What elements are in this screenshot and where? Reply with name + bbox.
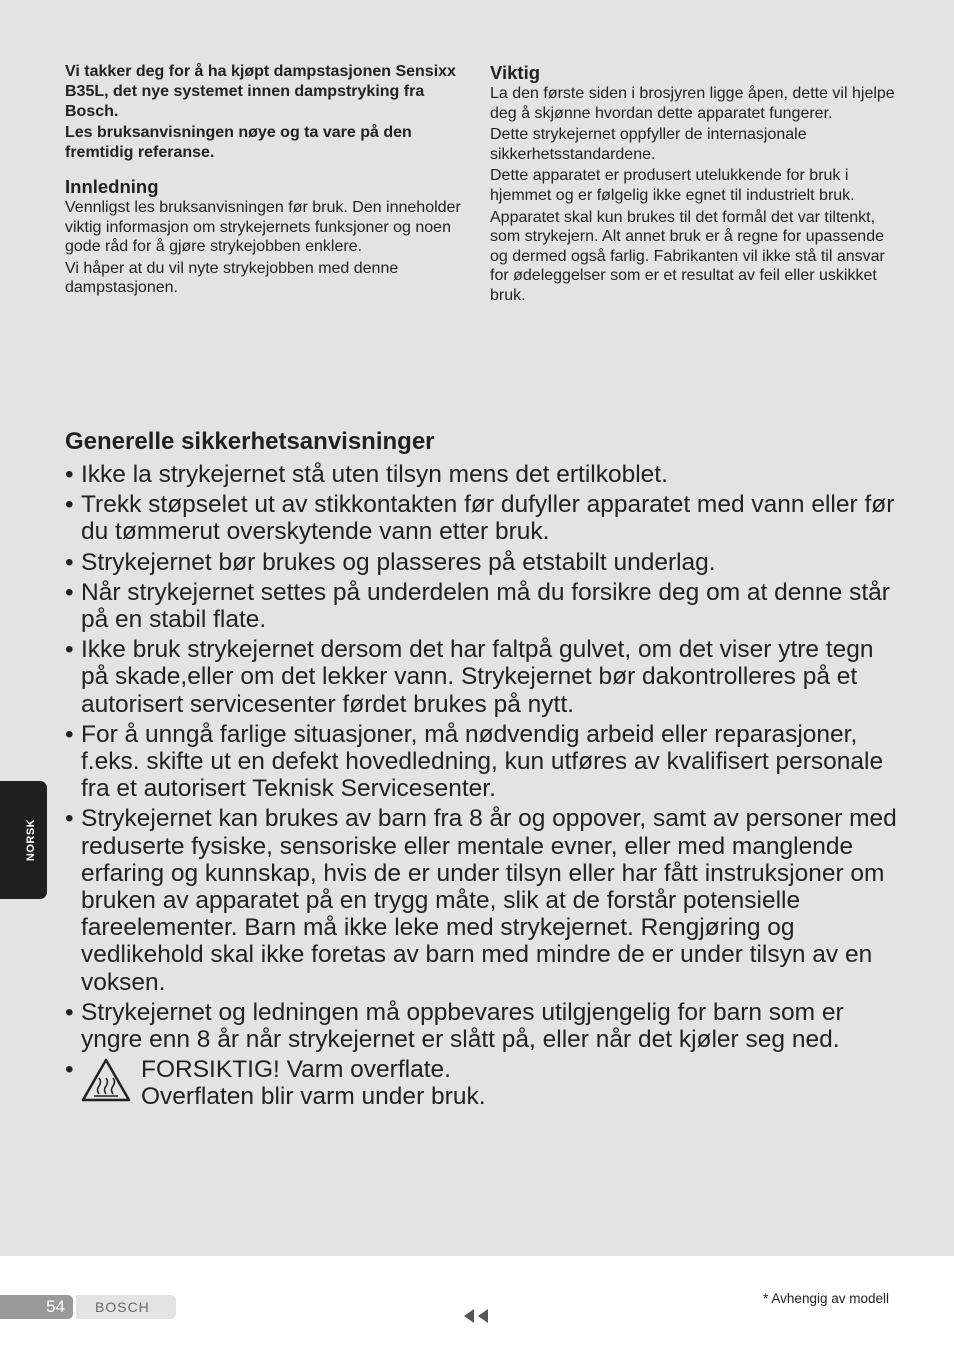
bullet-icon: • [65, 636, 74, 664]
footnote: * Avhengig av modell [763, 1291, 889, 1306]
brand-label: BOSCH [76, 1295, 176, 1319]
viktig-column [490, 62, 900, 308]
bullet-icon: • [65, 998, 74, 1026]
safety-item-text: Strykejernet kan brukes av barn fra 8 år og oppover, samt av personer med reduserte fysiske, sensoriske eller mentale evner, eller med manglende erfaring og kunnskap, hvis de er under tilsyn eller har fått instruksjoner om bruken av apparatet på en trygg måte, slik at de forstår potensielle fareelementer. Barn må ikke leke med strykejernet. Rengjøring og vedlikehold skal ikke foretas av barn med mindre de er under tilsyn av en voksen. [81, 805, 897, 996]
viktig-paragraph: La den første siden i brosjyren ligge åpen, dette vil hjelpe deg å skjønne hvordan dette apparatet fungerer. [490, 85, 895, 122]
innledning-paragraph: Vennligst les bruksanvisningen før bruk. Den inneholder viktig informasjon om strykejernets funksjoner og noen gode råd for å gjøre strykejobben enklere. [65, 199, 461, 256]
safety-item-text: Strykejernet bør brukes og plasseres på etstabilt underlag. [81, 548, 716, 576]
language-tab [0, 781, 47, 899]
language-tab-label: NORSK [25, 818, 37, 862]
safety-item-text: Strykejernet og ledningen må oppbevares utilgjengelig for barn som er yngre enn 8 år når strykejernet er slått på, eller når det kjøler seg ned. [81, 998, 844, 1054]
safety-section [65, 427, 905, 1114]
bullet-icon: • [65, 805, 74, 833]
safety-item [65, 549, 905, 576]
viktig-paragraph: Dette strykejernet oppfyller de internasjonale sikkerhetsstandardene. [490, 126, 807, 163]
bullet-icon: • [65, 720, 74, 748]
bullet-icon: • [65, 548, 74, 576]
page-number: 54 [0, 1295, 73, 1319]
viktig-paragraph: Dette apparatet er produsert utelukkende for bruk i hjemmet og er følgelig ikke egnet til industrielt bruk. [490, 167, 855, 204]
safety-item-text: Ikke la strykejernet stå uten tilsyn mens det ertilkoblet. [81, 461, 668, 488]
safety-item [65, 461, 905, 488]
bullet-icon: • [65, 578, 74, 606]
safety-item-text: Ikke bruk strykejernet dersom det har faltpå gulvet, om det viser ytre tegn på skade,eller om det lekker vann. Strykejernet bør dakontrolleres på et autorisert servicesenter førdet brukes på nytt. [81, 636, 874, 718]
safety-list [65, 461, 905, 1111]
intro-read-instructions: Les bruksanvisningen nøye og ta vare på den fremtidig referanse. [65, 124, 412, 161]
safety-item-text: For å unngå farlige situasjoner, må nødvendig arbeid eller reparasjoner, f.eks. skifte ut en defekt hovedledning, kun utføres av kvalifisert personale fra et autorisert Teknisk Servicesenter. [81, 720, 884, 803]
safety-item-text: Når strykejernet settes på underdelen må du forsikre deg om at denne står på en stabil flate. [81, 578, 890, 634]
double-left-arrow-icon[interactable] [462, 1309, 490, 1323]
bullet-icon: • [65, 1056, 74, 1084]
viktig-heading: Viktig [490, 62, 541, 83]
intro-thanks: Vi takker deg for å ha kjøpt dampstasjonen Sensixx B35L, det nye systemet innen dampstryking fra Bosch. [65, 63, 456, 120]
bullet-icon: • [65, 461, 74, 488]
innledning-paragraph: Vi håper at du vil nyte strykejobben med denne dampstasjonen. [65, 259, 399, 297]
warning-line-1: FORSIKTIG! Varm overflate. [141, 1056, 451, 1084]
safety-item [65, 721, 905, 803]
safety-item [65, 636, 905, 718]
innledning-heading: Innledning [65, 176, 159, 197]
warning-line-2: Overflaten blir varm under bruk. [141, 1083, 486, 1111]
safety-warning-item [65, 1056, 905, 1110]
bullet-icon: • [65, 491, 74, 519]
safety-heading: Generelle sikkerhetsanvisninger [65, 428, 435, 455]
safety-item [65, 491, 905, 545]
safety-item [65, 579, 905, 633]
safety-item [65, 805, 905, 995]
viktig-paragraph: Apparatet skal kun brukes til det formål det var tiltenkt, som strykejern. Alt annet bruk er å regne for upassende og dermed også farlig. Fabrikanten vil ikke stå til ansvar for ødeleggelser som er et resultat av feil eller uskikket bruk. [490, 208, 885, 304]
safety-item-text: Trekk støpselet ut av stikkontakten før dufyller apparatet med vann eller før du tømmerut overskytende vann etter bruk. [81, 491, 895, 546]
hot-surface-warning-icon [81, 1058, 131, 1102]
safety-item [65, 999, 905, 1053]
intro-column [65, 62, 465, 300]
